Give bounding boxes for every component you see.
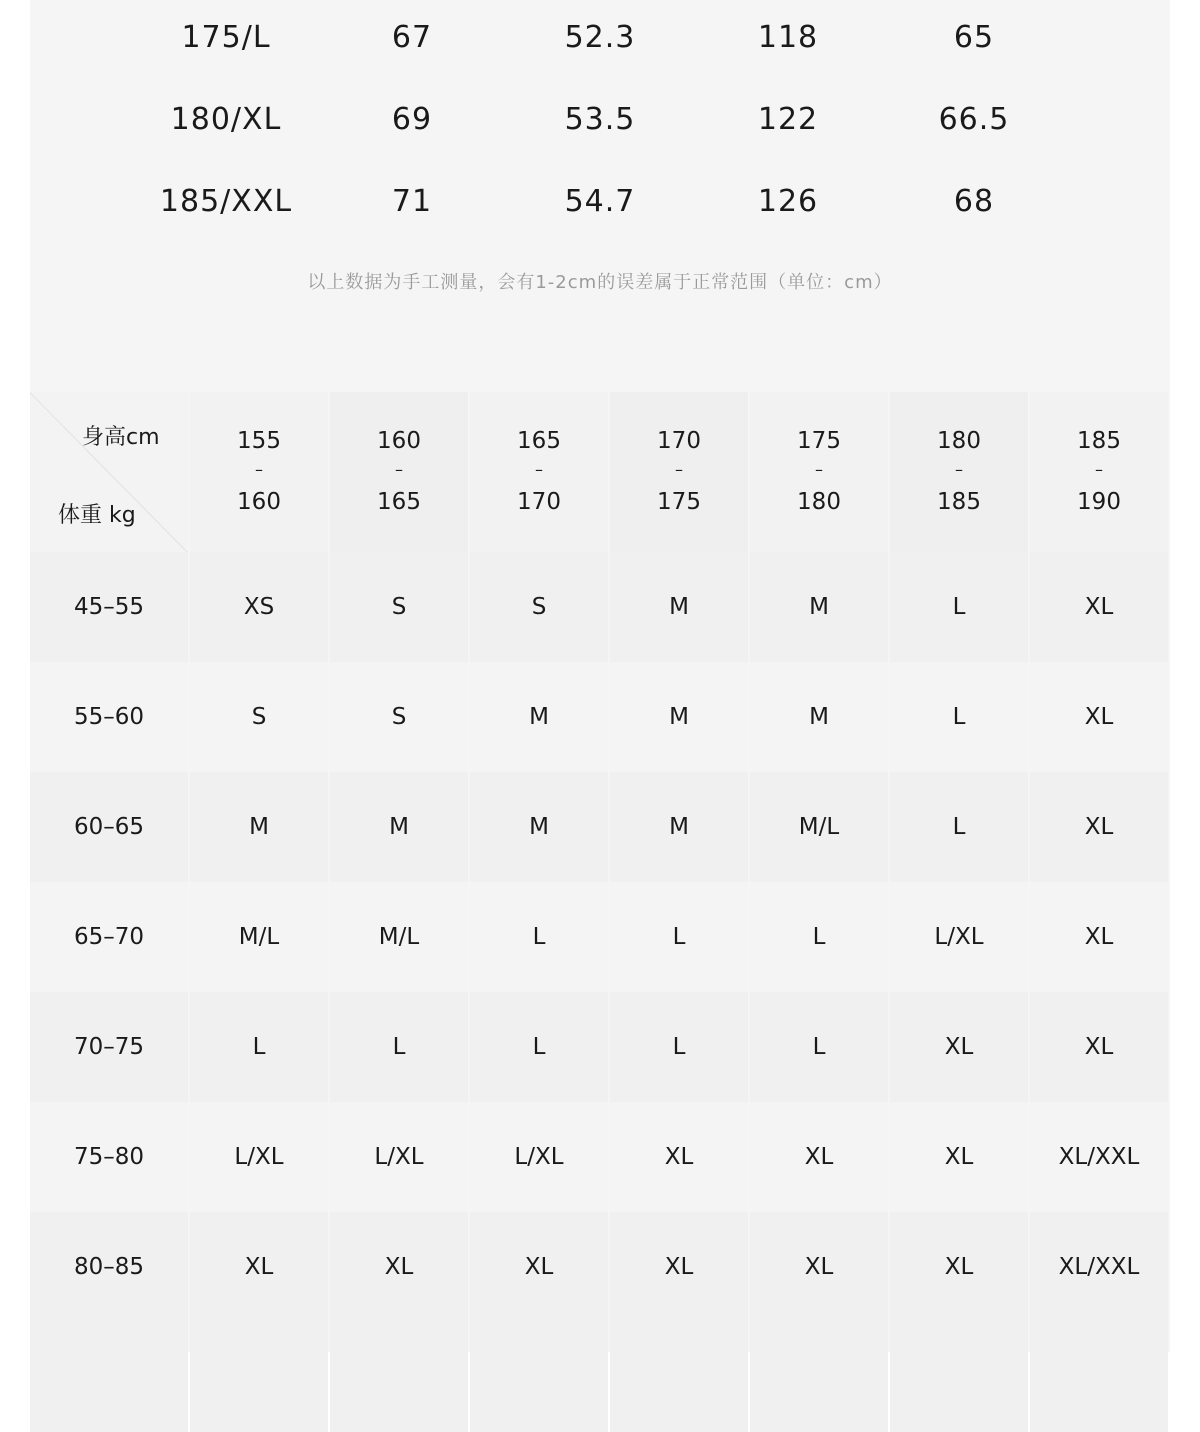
size-cell: M — [330, 772, 468, 882]
size-cell: L/XL — [890, 882, 1028, 992]
size-cell: XL/XXL — [1030, 1212, 1168, 1322]
height-range-separator: – — [675, 460, 683, 479]
size-chart-row — [30, 772, 1170, 882]
height-range-separator: – — [955, 460, 963, 479]
height-range-header — [470, 392, 608, 552]
height-range-to: 180 — [797, 489, 841, 515]
size-cell: L/XL — [190, 1102, 328, 1212]
height-range-to: 160 — [237, 489, 281, 515]
size-cell: L — [750, 882, 888, 992]
size-cell: XS — [190, 552, 328, 662]
measurement-cell: 185/XXL — [159, 184, 293, 219]
size-cell: XL — [890, 1212, 1028, 1322]
size-cell: M — [610, 552, 748, 662]
size-cell: S — [470, 552, 608, 662]
row-background — [470, 1322, 608, 1432]
size-cell: XL — [470, 1212, 608, 1322]
size-cell: L — [750, 992, 888, 1102]
height-range-header — [890, 392, 1028, 552]
size-cell: XL — [890, 1102, 1028, 1212]
size-chart-row — [30, 662, 1170, 772]
weight-range-label: 45–55 — [30, 552, 188, 662]
measurement-cell: 68 — [953, 184, 995, 219]
size-cell: XL — [1030, 772, 1168, 882]
size-chart-row — [30, 552, 1170, 662]
size-cell: XL — [750, 1212, 888, 1322]
size-chart-corner — [30, 392, 188, 552]
measurement-row — [30, 172, 1170, 232]
size-cell: L/XL — [470, 1102, 608, 1212]
height-range-to: 190 — [1077, 489, 1121, 515]
height-range-from: 165 — [517, 428, 561, 454]
size-cell: M — [190, 772, 328, 882]
weight-range-label: 75–80 — [30, 1102, 188, 1212]
weight-range-label: 65–70 — [30, 882, 188, 992]
height-range-separator: – — [535, 460, 543, 479]
size-cell: M — [470, 772, 608, 882]
size-cell: M/L — [330, 882, 468, 992]
height-range-from: 185 — [1077, 428, 1121, 454]
size-cell: XL — [610, 1102, 748, 1212]
weight-range-label: 70–75 — [30, 992, 188, 1102]
size-chart-row — [30, 882, 1170, 992]
size-cell: XL — [1030, 662, 1168, 772]
measurement-cell: 71 — [391, 184, 433, 219]
height-range-to: 165 — [377, 489, 421, 515]
height-range-from: 180 — [937, 428, 981, 454]
height-range-to: 175 — [657, 489, 701, 515]
measurement-row — [30, 90, 1170, 150]
measurement-note: 以上数据为手工测量，会有1-2cm的误差属于正常范围（单位：cm） — [307, 272, 893, 293]
size-cell: S — [330, 662, 468, 772]
size-cell: L — [890, 662, 1028, 772]
height-range-to: 170 — [517, 489, 561, 515]
height-range-from: 170 — [657, 428, 701, 454]
size-chart-row — [30, 1212, 1170, 1322]
height-range-header — [750, 392, 888, 552]
weight-axis-label: 体重 kg — [58, 503, 136, 528]
size-cell: M — [610, 772, 748, 882]
size-chart-row — [30, 1102, 1170, 1212]
size-cell: XL/XXL — [1030, 1102, 1168, 1212]
size-cell: XL — [1030, 552, 1168, 662]
height-range-separator: – — [255, 460, 263, 479]
height-range-header — [190, 392, 328, 552]
size-cell: XL — [610, 1212, 748, 1322]
size-cell: XL — [1030, 992, 1168, 1102]
row-background — [1030, 1322, 1168, 1432]
weight-range-label: 60–65 — [30, 772, 188, 882]
row-background — [890, 1322, 1028, 1432]
size-cell: M — [470, 662, 608, 772]
weight-range-label: 55–60 — [30, 662, 188, 772]
size-cell: M/L — [190, 882, 328, 992]
measurement-cell: 65 — [953, 20, 995, 55]
row-background — [330, 1322, 468, 1432]
measurement-cell: 180/XL — [170, 102, 282, 137]
height-range-header — [610, 392, 748, 552]
measurement-cell: 118 — [757, 20, 819, 55]
row-background — [610, 1322, 748, 1432]
size-cell: XL — [890, 992, 1028, 1102]
row-background — [190, 1322, 328, 1432]
measurement-cell: 67 — [391, 20, 433, 55]
height-range-header — [1030, 392, 1168, 552]
size-cell: XL — [330, 1212, 468, 1322]
size-cell: L — [470, 882, 608, 992]
size-cell: L — [470, 992, 608, 1102]
measurement-cell: 122 — [757, 102, 819, 137]
size-cell: L — [330, 992, 468, 1102]
size-cell: M/L — [750, 772, 888, 882]
size-cell: M — [750, 552, 888, 662]
measurement-cell: 69 — [391, 102, 433, 137]
height-range-separator: – — [815, 460, 823, 479]
measurement-cell: 53.5 — [564, 102, 636, 137]
size-cell: M — [610, 662, 748, 772]
height-range-header — [330, 392, 468, 552]
measurement-cell: 175/L — [181, 20, 271, 55]
size-cell: L — [190, 992, 328, 1102]
size-info-panel — [30, 0, 1170, 1352]
measurement-cell: 126 — [757, 184, 819, 219]
size-chart-row — [30, 992, 1170, 1102]
measurement-cell: 54.7 — [564, 184, 636, 219]
size-cell: L — [890, 772, 1028, 882]
size-cell: L — [610, 882, 748, 992]
height-range-separator: – — [1095, 460, 1103, 479]
row-background — [30, 1322, 188, 1432]
size-cell: M — [750, 662, 888, 772]
height-axis-label: 身高cm — [82, 425, 160, 450]
row-background — [750, 1322, 888, 1432]
height-range-separator: – — [395, 460, 403, 479]
size-cell: L/XL — [330, 1102, 468, 1212]
size-chart — [30, 392, 1170, 1352]
size-cell: S — [330, 552, 468, 662]
height-range-from: 155 — [237, 428, 281, 454]
size-cell: L — [890, 552, 1028, 662]
measurement-cell: 52.3 — [564, 20, 636, 55]
height-range-to: 185 — [937, 489, 981, 515]
size-cell: L — [610, 992, 748, 1102]
size-chart-row-partial — [30, 1322, 1170, 1432]
height-range-from: 175 — [797, 428, 841, 454]
size-cell: XL — [190, 1212, 328, 1322]
size-cell: S — [190, 662, 328, 772]
weight-range-label: 80–85 — [30, 1212, 188, 1322]
measurement-row — [30, 8, 1170, 68]
measurement-cell: 66.5 — [938, 102, 1010, 137]
height-range-from: 160 — [377, 428, 421, 454]
size-cell: XL — [1030, 882, 1168, 992]
size-cell: XL — [750, 1102, 888, 1212]
